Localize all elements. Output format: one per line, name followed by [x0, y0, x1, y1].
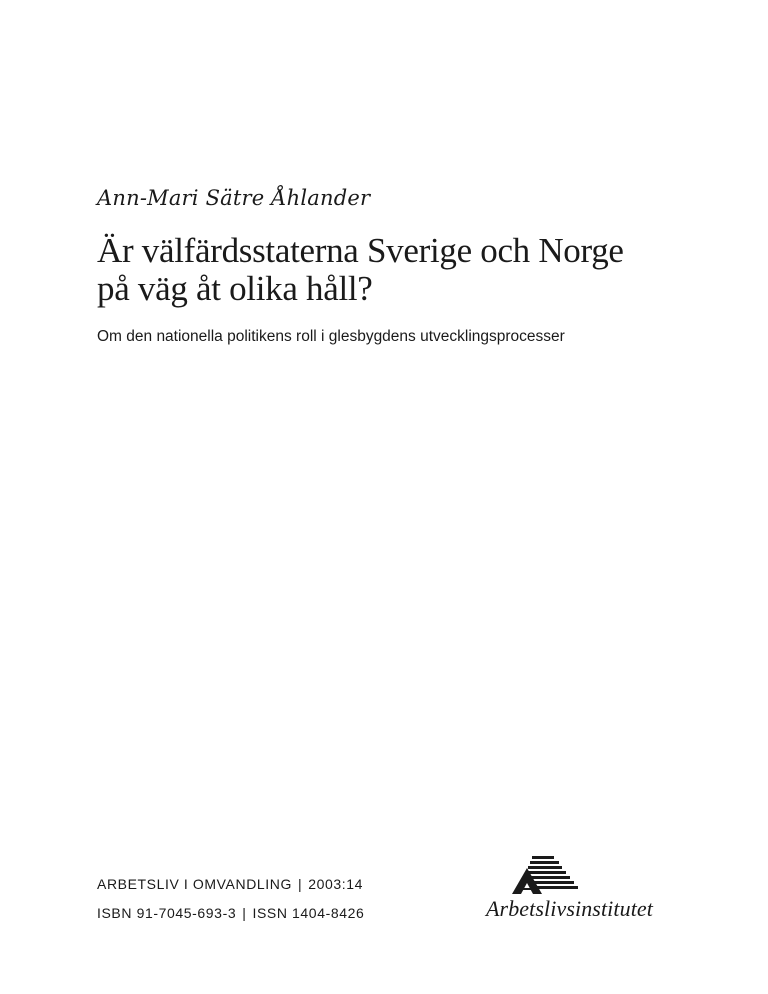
series-name: ARBETSLIV I OMVANDLING	[97, 876, 292, 892]
issn-number: ISSN 1404-8426	[252, 905, 365, 921]
book-title-line-1: Är välfärdsstaterna Sverige och Norge	[97, 231, 624, 270]
identifier-info	[97, 905, 364, 921]
series-info	[97, 876, 363, 892]
publisher-logo	[486, 856, 686, 922]
series-number: 2003:14	[308, 876, 364, 892]
series-separator: |	[297, 876, 303, 892]
identifier-separator: |	[242, 905, 247, 921]
publisher-name: Arbetslivsinstitutet	[486, 896, 653, 921]
book-title	[97, 232, 697, 308]
author-name: Ann-Mari Sätre Åhlander	[97, 186, 371, 210]
book-title-line-2: på väg åt olika håll?	[97, 269, 373, 308]
arbetslivsinstitutet-logo-icon	[510, 856, 582, 896]
book-subtitle: Om den nationella politikens roll i glesbygdens utvecklingsprocesser	[97, 328, 565, 345]
isbn-number: ISBN 91-7045-693-3	[97, 905, 237, 921]
